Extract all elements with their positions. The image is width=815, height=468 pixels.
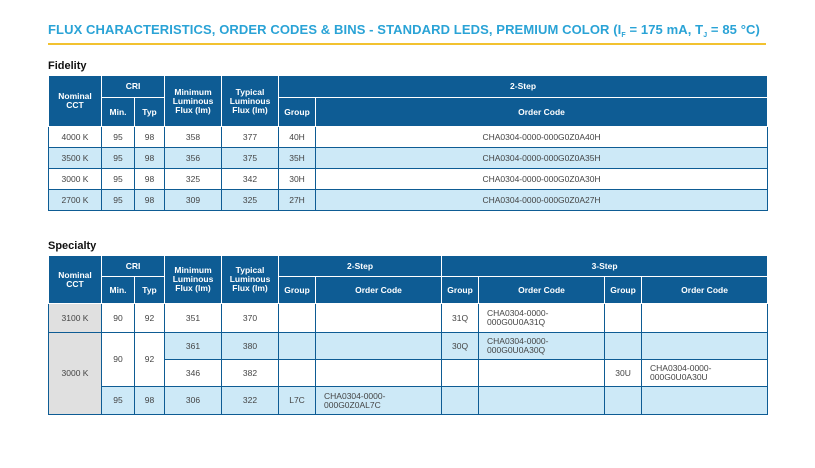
order-code-cell: CHA0304-0000-000G0U0A30U (642, 360, 768, 387)
cri-typ-cell: 98 (135, 169, 165, 190)
group-cell (279, 333, 316, 360)
min-flux-header: Minimum Luminous Flux (lm) (165, 76, 222, 127)
table-subheader-row (49, 98, 768, 127)
typ-flux-cell: 370 (222, 304, 279, 333)
order-code-cell (642, 387, 768, 415)
table-row (49, 190, 768, 211)
order-code-cell: CHA0304-0000-000G0Z0AL7C (316, 387, 442, 415)
cct-cell: 3000 K (49, 333, 102, 415)
typ-flux-header: Typical Luminous Flux (lm) (222, 76, 279, 127)
cct-cell: 3100 K (49, 304, 102, 333)
order-code-header: Order Code (642, 277, 768, 304)
cri-typ-header: Typ (135, 277, 165, 304)
cct-cell: 3500 K (49, 148, 102, 169)
section-title-specialty: Specialty (48, 240, 97, 252)
typ-flux-cell: 375 (222, 148, 279, 169)
group-cell: L7C (279, 387, 316, 415)
table-row (49, 304, 768, 333)
group-cell (442, 360, 479, 387)
cri-min-cell: 95 (102, 127, 135, 148)
table-row (49, 148, 768, 169)
cri-typ-cell: 98 (135, 190, 165, 211)
cri-typ-header: Typ (135, 98, 165, 127)
order-code-cell: CHA0304-0000-000G0Z0A27H (316, 190, 768, 211)
three-step-header: 3-Step (442, 256, 768, 277)
min-flux-cell: 356 (165, 148, 222, 169)
group-cell: 35H (279, 148, 316, 169)
group-header: Group (279, 98, 316, 127)
table-row (49, 169, 768, 190)
typ-flux-cell: 322 (222, 387, 279, 415)
cri-min-header: Min. (102, 98, 135, 127)
typ-flux-cell: 380 (222, 333, 279, 360)
cct-cell: 2700 K (49, 190, 102, 211)
cri-typ-cell: 98 (135, 127, 165, 148)
cct-cell: 3000 K (49, 169, 102, 190)
group-cell (605, 333, 642, 360)
order-code-cell (479, 360, 605, 387)
cri-typ-cell: 98 (135, 387, 165, 415)
group-cell: 30U (605, 360, 642, 387)
cri-min-cell: 90 (102, 333, 135, 387)
group-cell (605, 387, 642, 415)
group-cell: 30Q (442, 333, 479, 360)
order-code-cell: CHA0304-0000-000G0Z0A30H (316, 169, 768, 190)
cri-typ-cell: 92 (135, 304, 165, 333)
specialty-table (48, 255, 768, 415)
min-flux-header: Minimum Luminous Flux (lm) (165, 256, 222, 304)
group-header: Group (279, 277, 316, 304)
group-cell (605, 304, 642, 333)
order-code-cell (316, 333, 442, 360)
cri-min-cell: 95 (102, 190, 135, 211)
table-row (49, 333, 768, 360)
order-code-header: Order Code (316, 277, 442, 304)
table-header-row (49, 76, 768, 98)
group-cell: 31Q (442, 304, 479, 333)
title-underline (48, 43, 766, 45)
group-cell: 27H (279, 190, 316, 211)
typ-flux-cell: 382 (222, 360, 279, 387)
min-flux-cell: 306 (165, 387, 222, 415)
min-flux-cell: 346 (165, 360, 222, 387)
order-code-cell: CHA0304-0000-000G0U0A31Q (479, 304, 605, 333)
table-row (49, 127, 768, 148)
order-code-cell: CHA0304-0000-000G0U0A30Q (479, 333, 605, 360)
nominal-cct-header: Nominal CCT (49, 256, 102, 304)
order-code-header: Order Code (316, 98, 768, 127)
order-code-header: Order Code (479, 277, 605, 304)
group-cell (442, 387, 479, 415)
group-cell: 40H (279, 127, 316, 148)
two-step-header: 2-Step (279, 76, 768, 98)
cct-cell: 4000 K (49, 127, 102, 148)
min-flux-cell: 309 (165, 190, 222, 211)
cri-min-cell: 95 (102, 169, 135, 190)
order-code-cell (642, 304, 768, 333)
order-code-cell (642, 333, 768, 360)
cri-typ-cell: 92 (135, 333, 165, 387)
cri-min-header: Min. (102, 277, 135, 304)
order-code-cell: CHA0304-0000-000G0Z0A40H (316, 127, 768, 148)
nominal-cct-header: Nominal CCT (49, 76, 102, 127)
min-flux-cell: 351 (165, 304, 222, 333)
order-code-cell (479, 387, 605, 415)
order-code-cell (316, 360, 442, 387)
order-code-cell (316, 304, 442, 333)
typ-flux-cell: 342 (222, 169, 279, 190)
typ-flux-header: Typical Luminous Flux (lm) (222, 256, 279, 304)
table-header-row (49, 256, 768, 277)
cri-min-cell: 90 (102, 304, 135, 333)
typ-flux-cell: 325 (222, 190, 279, 211)
min-flux-cell: 361 (165, 333, 222, 360)
section-title-fidelity: Fidelity (48, 60, 87, 72)
group-header: Group (605, 277, 642, 304)
cri-min-cell: 95 (102, 148, 135, 169)
typ-flux-cell: 377 (222, 127, 279, 148)
table-row (49, 387, 768, 415)
table-subheader-row (49, 277, 768, 304)
group-header: Group (442, 277, 479, 304)
min-flux-cell: 325 (165, 169, 222, 190)
two-step-header: 2-Step (279, 256, 442, 277)
cri-typ-cell: 98 (135, 148, 165, 169)
page-title: FLUX CHARACTERISTICS, ORDER CODES & BINS - STANDARD LEDS, PREMIUM COLOR ($I_F = 175$ mA, $T_J = 85$ °C) (48, 22, 760, 39)
group-cell: 30H (279, 169, 316, 190)
order-code-cell: CHA0304-0000-000G0Z0A35H (316, 148, 768, 169)
min-flux-cell: 358 (165, 127, 222, 148)
cri-header: CRI (102, 256, 165, 277)
group-cell (279, 360, 316, 387)
cri-min-cell: 95 (102, 387, 135, 415)
cri-header: CRI (102, 76, 165, 98)
fidelity-table (48, 75, 768, 211)
group-cell (279, 304, 316, 333)
